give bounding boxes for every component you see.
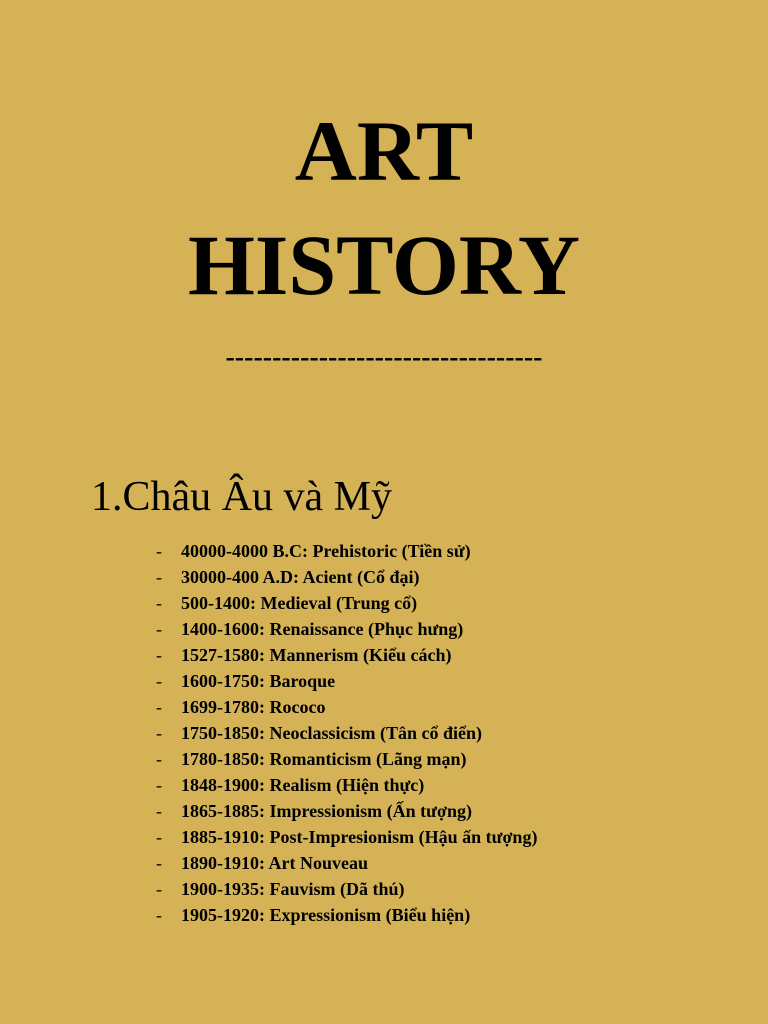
section-heading: 1.Châu Âu và Mỹ: [91, 474, 392, 520]
list-item: [156, 721, 537, 747]
bullet-dash: -: [156, 697, 162, 717]
bullet-dash: -: [156, 723, 162, 743]
period-entry: 1865-1885: Impressionism (Ấn tượng): [181, 801, 472, 821]
period-entry: 1400-1600: Renaissance (Phục hưng): [181, 619, 464, 639]
title-divider: ----------------------------------: [225, 342, 543, 373]
period-entry: 1750-1850: Neoclassicism (Tân cổ điển): [181, 723, 482, 743]
period-entry: 1527-1580: Mannerism (Kiểu cách): [181, 645, 452, 665]
list-item: [156, 643, 537, 669]
bullet-dash: -: [156, 593, 162, 613]
bullet-dash: -: [156, 775, 162, 795]
list-item: [156, 617, 537, 643]
period-entry: 1905-1920: Expressionism (Biểu hiện): [181, 905, 471, 925]
list-item: [156, 799, 537, 825]
period-entry: 1780-1850: Romanticism (Lãng mạn): [181, 749, 467, 769]
list-item: [156, 851, 537, 877]
period-entry: 500-1400: Medieval (Trung cổ): [181, 593, 418, 613]
list-item: [156, 565, 537, 591]
bullet-dash: -: [156, 749, 162, 769]
period-entry: 1900-1935: Fauvism (Dã thú): [181, 879, 405, 899]
list-item: [156, 773, 537, 799]
title-line-2: HISTORY: [187, 217, 581, 313]
list-item: [156, 591, 537, 617]
period-entry: 1890-1910: Art Nouveau: [181, 853, 368, 873]
list-item: [156, 539, 537, 565]
bullet-dash: -: [156, 827, 162, 847]
list-item: [156, 747, 537, 773]
period-entry: 30000-400 A.D: Acient (Cổ đại): [181, 567, 420, 587]
bullet-dash: -: [156, 905, 162, 925]
title-line-1: ART: [294, 103, 474, 199]
period-entry: 1885-1910: Post-Impresionism (Hậu ấn tượng): [181, 827, 538, 847]
period-entry: 1600-1750: Baroque: [181, 671, 336, 691]
period-entry: 40000-4000 B.C: Prehistoric (Tiền sử): [181, 541, 471, 561]
bullet-dash: -: [156, 879, 162, 899]
list-item: [156, 903, 537, 929]
list-item: [156, 669, 537, 695]
art-period-list: [156, 539, 537, 929]
bullet-dash: -: [156, 541, 162, 561]
bullet-dash: -: [156, 567, 162, 587]
bullet-dash: -: [156, 619, 162, 639]
bullet-dash: -: [156, 853, 162, 873]
period-entry: 1848-1900: Realism (Hiện thực): [181, 775, 425, 795]
list-item: [156, 877, 537, 903]
list-item: [156, 825, 537, 851]
period-entry: 1699-1780: Rococo: [181, 697, 326, 717]
bullet-dash: -: [156, 645, 162, 665]
bullet-dash: -: [156, 801, 162, 821]
bullet-dash: -: [156, 671, 162, 691]
list-item: [156, 695, 537, 721]
